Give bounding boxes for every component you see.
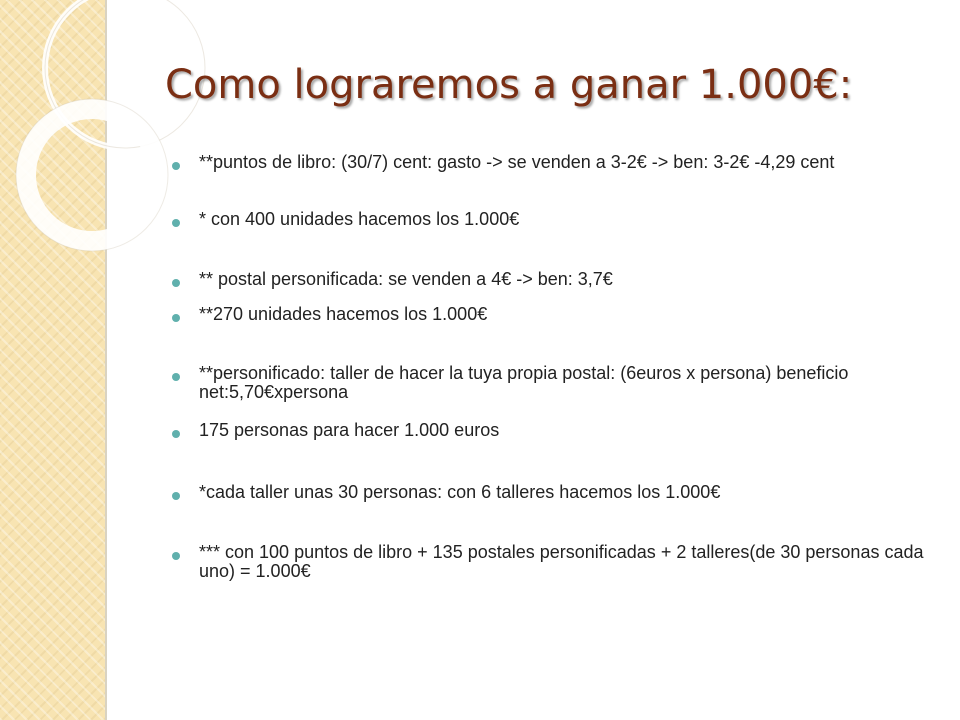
list-item [172, 364, 942, 402]
list-item [172, 270, 942, 289]
bullet-text: *cada taller unas 30 personas: con 6 talleres hacemos los 1.000€ [199, 482, 721, 502]
bullet-dot-icon [172, 162, 180, 170]
bullet-text: * con 400 unidades hacemos los 1.000€ [199, 209, 520, 229]
bullet-dot-icon [172, 219, 180, 227]
bullet-dot-icon [172, 430, 180, 438]
list-item [172, 210, 942, 229]
list-item [172, 305, 942, 324]
bullet-text: **270 unidades hacemos los 1.000€ [199, 304, 488, 324]
list-item [172, 153, 942, 172]
bullet-dot-icon [172, 314, 180, 322]
slide-title: Como lograremos a ganar 1.000€: [165, 62, 853, 108]
bullet-text: *** con 100 puntos de libro + 135 postales personificadas + 2 talleres(de 30 personas cada uno) = 1.000€ [199, 542, 924, 581]
list-item [172, 483, 942, 502]
bullet-dot-icon [172, 492, 180, 500]
bullet-dot-icon [172, 373, 180, 381]
bullet-text: ** postal personificada: se venden a 4€ -> ben: 3,7€ [199, 269, 613, 289]
bullet-text: **personificado: taller de hacer la tuya propia postal: (6euros x persona) beneficio net:5,70€xpersona [199, 363, 849, 402]
bullet-dot-icon [172, 279, 180, 287]
bullet-text: 175 personas para hacer 1.000 euros [199, 420, 500, 440]
list-item [172, 421, 942, 440]
bullet-dot-icon [172, 552, 180, 560]
list-item [172, 543, 942, 581]
bullet-text: **puntos de libro: (30/7) cent: gasto -> se venden a 3-2€ -> ben: 3-2€ -4,29 cent [199, 152, 835, 172]
